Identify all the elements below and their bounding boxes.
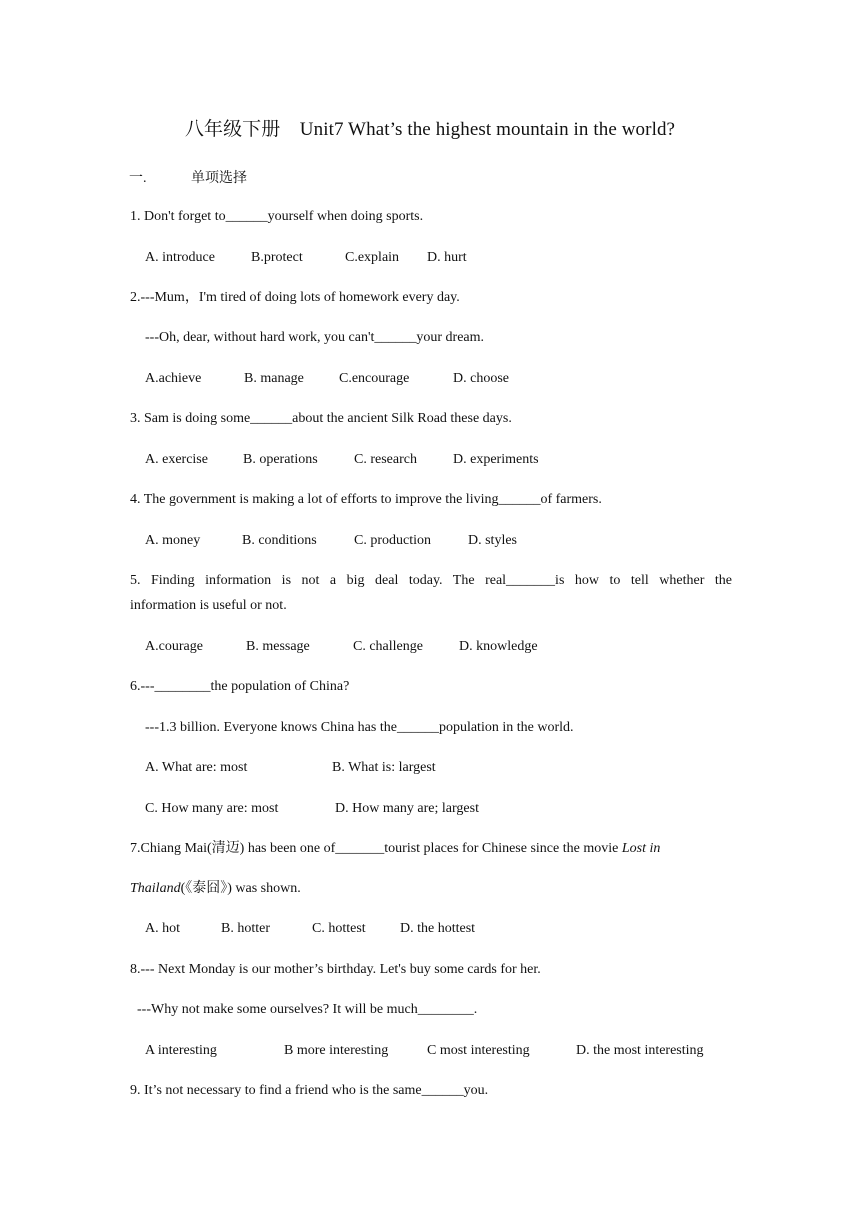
- option-c: C.encourage: [339, 371, 410, 386]
- option-c: C. How many are: most: [145, 801, 279, 816]
- option-a: A. exercise: [145, 452, 208, 467]
- question-6-options-row-1: [145, 759, 436, 777]
- option-c: C.explain: [345, 250, 400, 265]
- option-b: B. manage: [244, 371, 304, 386]
- question-7-stem-text: 7.Chiang Mai(清迈) has been one of_______tourist places for Chinese since the movie: [130, 841, 622, 856]
- option-b: B more interesting: [284, 1043, 389, 1058]
- option-d: D. choose: [453, 371, 509, 386]
- option-a: A.courage: [145, 639, 203, 654]
- question-1-stem: 1. Don't forget to______yourself when doing sports.: [130, 209, 424, 224]
- question-3-options: [145, 451, 539, 469]
- question-8-options: [145, 1042, 704, 1060]
- question-2-options: [145, 370, 509, 388]
- section-number: 一.: [129, 171, 147, 186]
- section-label: 单项选择: [191, 171, 247, 186]
- question-2-reply: ---Oh, dear, without hard work, you can't______your dream.: [145, 330, 485, 345]
- option-d: D. experiments: [453, 452, 539, 467]
- question-1-options: [145, 249, 467, 267]
- option-c: C. research: [354, 452, 417, 467]
- question-9-stem: 9. It’s not necessary to find a friend who is the same______you.: [130, 1083, 489, 1098]
- question-7-options: [145, 920, 475, 938]
- section-heading: [129, 167, 247, 187]
- question-8-stem: 8.--- Next Monday is our mother’s birthday. Let's buy some cards for her.: [130, 962, 541, 977]
- question-6-reply: ---1.3 billion. Everyone knows China has the______population in the world.: [145, 720, 574, 735]
- movie-title-part-1: Lost in: [621, 841, 661, 856]
- question-7-stem-line-2: [130, 880, 301, 898]
- option-a: A. What are: most: [145, 760, 248, 775]
- question-6-options-row-2: [145, 800, 479, 818]
- option-d: D. the most interesting: [576, 1043, 704, 1058]
- option-d: D. the hottest: [400, 921, 476, 936]
- question-5-stem-line-1: 5. Finding information is not a big deal today. The real_______is how to tell whether the: [130, 573, 732, 588]
- option-b: B.protect: [251, 250, 303, 265]
- document-title: 八年级下册 Unit7 What’s the highest mountain in the world?: [184, 119, 676, 140]
- option-d: D. styles: [468, 533, 517, 548]
- question-7-stem-line-1: [130, 840, 660, 858]
- question-3-stem: 3. Sam is doing some______about the ancient Silk Road these days.: [130, 411, 512, 426]
- option-b: B. What is: largest: [332, 760, 436, 775]
- option-b: B. operations: [243, 452, 318, 467]
- option-b: B. message: [246, 639, 310, 654]
- option-d: D. How many are; largest: [335, 801, 479, 816]
- movie-title-part-2: Thailand: [130, 881, 181, 896]
- option-a: A. introduce: [145, 250, 215, 265]
- option-c: C. production: [354, 533, 431, 548]
- option-a: A. money: [145, 533, 201, 548]
- option-c: C. hottest: [312, 921, 366, 936]
- question-5-stem-line-2: information is useful or not.: [130, 598, 287, 613]
- option-d: D. hurt: [427, 250, 467, 265]
- option-a: A. hot: [145, 921, 180, 936]
- question-2-stem: 2.---Mum，I'm tired of doing lots of homework every day.: [130, 290, 460, 305]
- option-a: A interesting: [145, 1043, 217, 1058]
- option-b: B. conditions: [242, 533, 317, 548]
- option-a: A.achieve: [145, 371, 202, 386]
- option-c: C most interesting: [427, 1043, 530, 1058]
- question-6-stem: 6.---________the population of China?: [130, 679, 350, 694]
- option-d: D. knowledge: [459, 639, 538, 654]
- question-8-reply: ---Why not make some ourselves? It will be much________.: [137, 1002, 478, 1017]
- question-4-options: [145, 532, 517, 550]
- question-5-options: [145, 638, 538, 656]
- option-b: B. hotter: [221, 921, 270, 936]
- option-c: C. challenge: [353, 639, 423, 654]
- question-4-stem: 4. The government is making a lot of efforts to improve the living______of farmers.: [130, 492, 602, 507]
- question-7-stem-text-2: (《泰囧》) was shown.: [180, 881, 301, 896]
